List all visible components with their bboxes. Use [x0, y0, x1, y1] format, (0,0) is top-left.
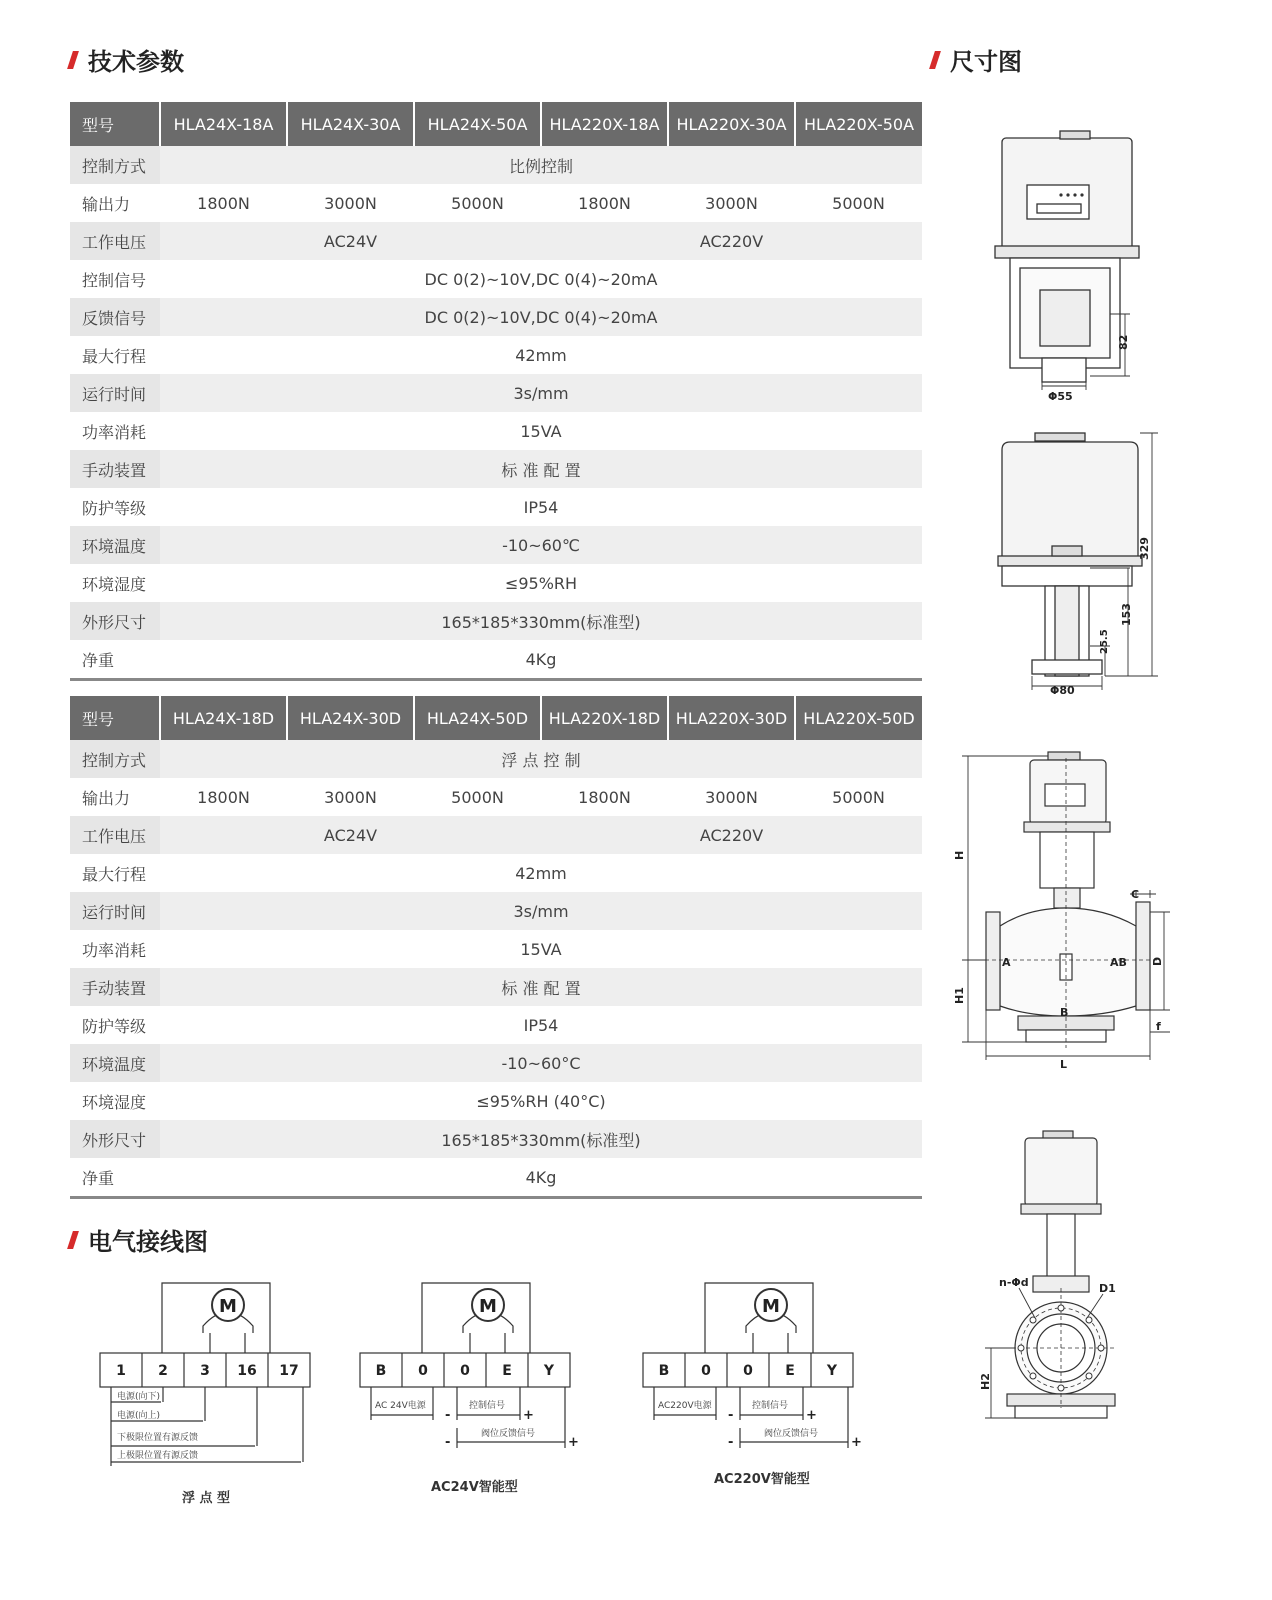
table-row: [70, 816, 922, 854]
table-row: [70, 526, 922, 564]
wiring-note: 下极限位置有源反馈: [117, 1433, 199, 1443]
wiring-diagram-ac220v: [638, 1278, 868, 1458]
row-label: 控制信号: [70, 260, 160, 298]
dim-label: H: [953, 850, 966, 860]
header-cell: HLA24X-50D: [414, 696, 541, 740]
row-label: 运行时间: [70, 892, 160, 930]
table-row: [70, 602, 922, 640]
header-cell: HLA24X-50A: [414, 102, 541, 146]
row-label: 输出力: [70, 184, 160, 222]
row-value: IP54: [523, 1015, 559, 1035]
spec-table-b: [70, 696, 922, 1199]
terminal-label: B: [375, 1363, 387, 1379]
table-row: [70, 930, 922, 968]
row-value: 42mm: [515, 863, 567, 883]
row-value: -10~60℃: [160, 526, 922, 564]
row-label: 环境湿度: [70, 564, 160, 602]
row-label: 外形尺寸: [70, 602, 160, 640]
dim-label: A: [1002, 956, 1011, 969]
wiring-title: [70, 1222, 208, 1257]
row-value: 165*185*330mm(标准型): [160, 602, 922, 640]
row-label: 手动装置: [70, 450, 160, 488]
header-cell: HLA220X-30D: [668, 696, 795, 740]
dimension-drawing-actuator-side: [990, 428, 1170, 700]
dimension-drawing-actuator-front: [980, 128, 1160, 408]
terminal-label: 0: [743, 1363, 753, 1379]
row-label: 控制方式: [70, 740, 160, 778]
header-cell: HLA24X-18A: [160, 102, 287, 146]
table-row: [70, 336, 922, 374]
row-label: 环境温度: [70, 526, 160, 564]
terminal-label: 3: [200, 1363, 210, 1379]
table-row: [70, 450, 922, 488]
row-label: 最大行程: [70, 854, 160, 892]
row-value: 15VA: [520, 421, 562, 441]
row-value: AC24V: [160, 816, 541, 854]
row-value: DC 0(2)~10V,DC 0(4)~20mA: [424, 269, 658, 289]
table-row: [70, 1044, 922, 1082]
spec-table-a: [70, 102, 922, 681]
table-row: [70, 854, 922, 892]
minus-sign: -: [445, 1408, 451, 1423]
table-row: [70, 892, 922, 930]
dim-label: D1: [1099, 1282, 1116, 1295]
table-row: [70, 740, 922, 778]
wiring-note: 控制信号: [752, 1401, 789, 1411]
row-value: 5000N: [832, 193, 885, 213]
row-value: AC220V: [541, 222, 922, 260]
motor-label: M: [219, 1296, 237, 1317]
row-value: ≤95%RH (40°C): [476, 1091, 606, 1111]
minus-sign: -: [445, 1435, 451, 1450]
row-value: IP54: [523, 497, 559, 517]
dim-label: AB: [1110, 956, 1127, 969]
table-row: [70, 564, 922, 602]
terminal-label: 2: [158, 1363, 168, 1379]
row-value: 165*185*330mm(标准型): [160, 1120, 922, 1158]
row-value: 比例控制: [160, 146, 922, 184]
header-cell: HLA220X-18D: [541, 696, 668, 740]
dim-label: 82: [1117, 334, 1130, 350]
header-cell: 型号: [70, 696, 160, 740]
terminal-label: 17: [279, 1363, 299, 1379]
row-label: 环境湿度: [70, 1082, 160, 1120]
table-row: [70, 1006, 922, 1044]
row-value: 42mm: [515, 345, 567, 365]
table-row: [70, 488, 922, 526]
dim-label: n-Φd: [999, 1276, 1029, 1289]
dimension-title-text: 尺寸图: [950, 48, 1022, 76]
wiring-note: 阀位反馈信号: [764, 1429, 819, 1439]
header-cell: 型号: [70, 102, 160, 146]
terminal-label: 1: [116, 1363, 126, 1379]
dimension-drawing-flange-view: [975, 1128, 1155, 1424]
row-value: 4Kg: [160, 1158, 922, 1198]
table-row: [70, 298, 922, 336]
row-label: 功率消耗: [70, 412, 160, 450]
row-label: 工作电压: [70, 816, 160, 854]
table-header-row: [70, 102, 922, 146]
row-value: 5000N: [832, 787, 885, 807]
row-label: 净重: [70, 640, 160, 680]
header-cell: HLA24X-18D: [160, 696, 287, 740]
row-value: 标 准 配 置: [160, 968, 922, 1006]
row-value: 1800N: [578, 193, 631, 213]
table-row: [70, 1120, 922, 1158]
terminal-label: B: [658, 1363, 670, 1379]
row-label: 反馈信号: [70, 298, 160, 336]
row-value: 1800N: [197, 787, 250, 807]
minus-sign: -: [728, 1435, 734, 1450]
dim-label: H1: [953, 987, 966, 1004]
table-header-row: [70, 696, 922, 740]
wiring-note: 阀位反馈信号: [481, 1429, 536, 1439]
dim-label: H2: [979, 1373, 992, 1390]
row-label: 环境温度: [70, 1044, 160, 1082]
row-label: 最大行程: [70, 336, 160, 374]
table-row: [70, 146, 922, 184]
motor-label: M: [762, 1296, 780, 1317]
title-mark-icon: [67, 51, 79, 69]
row-label: 功率消耗: [70, 930, 160, 968]
plus-sign: +: [806, 1408, 817, 1423]
wiring-note: 控制信号: [469, 1401, 506, 1411]
header-cell: HLA220X-50A: [795, 102, 922, 146]
dimension-drawing-valve-assembly: [948, 748, 1172, 1073]
title-mark-icon: [67, 1231, 79, 1249]
header-cell: HLA220X-18A: [541, 102, 668, 146]
terminal-label: 0: [701, 1363, 711, 1379]
dim-label: 153: [1120, 603, 1133, 626]
row-label: 外形尺寸: [70, 1120, 160, 1158]
tech-params-title: [70, 42, 184, 77]
table-row: [70, 1082, 922, 1120]
row-value: 5000N: [451, 193, 504, 213]
wiring-diagram-ac24v: [355, 1278, 585, 1458]
dim-label: f: [1156, 1020, 1161, 1033]
header-cell: HLA220X-30A: [668, 102, 795, 146]
header-cell: HLA24X-30A: [287, 102, 414, 146]
table-row: [70, 260, 922, 298]
table-row: [70, 640, 922, 680]
row-value: 15VA: [520, 939, 562, 959]
dimension-title: [932, 42, 1022, 77]
table-row: [70, 1158, 922, 1198]
row-value: 标 准 配 置: [160, 450, 922, 488]
dim-label: 329: [1138, 537, 1151, 560]
wiring-note: 电源(向上): [117, 1411, 161, 1421]
row-value: 4Kg: [160, 640, 922, 680]
terminal-label: E: [502, 1363, 512, 1379]
tech-params-title-text: 技术参数: [88, 48, 184, 76]
row-value: 1800N: [578, 787, 631, 807]
row-value: DC 0(2)~10V,DC 0(4)~20mA: [160, 298, 922, 336]
row-value: 5000N: [451, 787, 504, 807]
wiring-caption-ac24v: AC24V智能型: [431, 1480, 518, 1495]
row-label: 净重: [70, 1158, 160, 1198]
motor-label: M: [479, 1296, 497, 1317]
dim-label: 25.5: [1099, 629, 1110, 654]
table-row: [70, 374, 922, 412]
dim-label: C: [1131, 888, 1140, 901]
row-label: 防护等级: [70, 1006, 160, 1044]
wiring-title-text: 电气接线图: [88, 1228, 208, 1256]
dim-label: B: [1060, 1006, 1069, 1019]
plus-sign: +: [851, 1435, 862, 1450]
row-value: 3000N: [324, 193, 377, 213]
terminal-label: E: [785, 1363, 795, 1379]
dim-label: Φ55: [1048, 390, 1073, 403]
row-value: AC24V: [160, 222, 541, 260]
wiring-note: AC 24V电源: [375, 1401, 426, 1411]
row-value: 1800N: [197, 193, 250, 213]
row-value: -10~60°C: [160, 1044, 922, 1082]
plus-sign: +: [568, 1435, 579, 1450]
dim-label: Φ80: [1050, 684, 1075, 697]
minus-sign: -: [728, 1408, 734, 1423]
terminal-label: 0: [460, 1363, 470, 1379]
wiring-caption-floating: 浮 点 型: [182, 1491, 231, 1506]
table-row: [70, 968, 922, 1006]
row-label: 控制方式: [70, 146, 160, 184]
wiring-note: AC220V电源: [658, 1401, 712, 1411]
row-value: 3000N: [324, 787, 377, 807]
wiring-diagram-floating: [95, 1278, 325, 1483]
terminal-label: 16: [237, 1363, 257, 1379]
dim-label: L: [1060, 1058, 1068, 1071]
row-label: 运行时间: [70, 374, 160, 412]
terminal-label: Y: [543, 1363, 555, 1379]
terminal-label: 0: [418, 1363, 428, 1379]
row-value: 3s/mm: [160, 374, 922, 412]
row-value: 3000N: [705, 193, 758, 213]
row-value: 3s/mm: [160, 892, 922, 930]
table-row: [70, 222, 922, 260]
terminal-label: Y: [826, 1363, 838, 1379]
table-row: [70, 184, 922, 222]
header-cell: HLA220X-50D: [795, 696, 922, 740]
row-label: 手动装置: [70, 968, 160, 1006]
wiring-note: 上极限位置有源反馈: [117, 1451, 199, 1461]
row-label: 输出力: [70, 778, 160, 816]
table-row: [70, 778, 922, 816]
row-label: 工作电压: [70, 222, 160, 260]
row-value: ≤95%RH: [504, 573, 578, 593]
row-value: AC220V: [541, 816, 922, 854]
dim-label: D: [1151, 956, 1164, 966]
table-row: [70, 412, 922, 450]
row-label: 防护等级: [70, 488, 160, 526]
wiring-caption-ac220v: AC220V智能型: [714, 1472, 810, 1487]
title-mark-icon: [929, 51, 941, 69]
row-value: 3000N: [705, 787, 758, 807]
row-value: 浮 点 控 制: [160, 740, 922, 778]
plus-sign: +: [523, 1408, 534, 1423]
wiring-note: 电源(向下): [117, 1392, 161, 1402]
header-cell: HLA24X-30D: [287, 696, 414, 740]
